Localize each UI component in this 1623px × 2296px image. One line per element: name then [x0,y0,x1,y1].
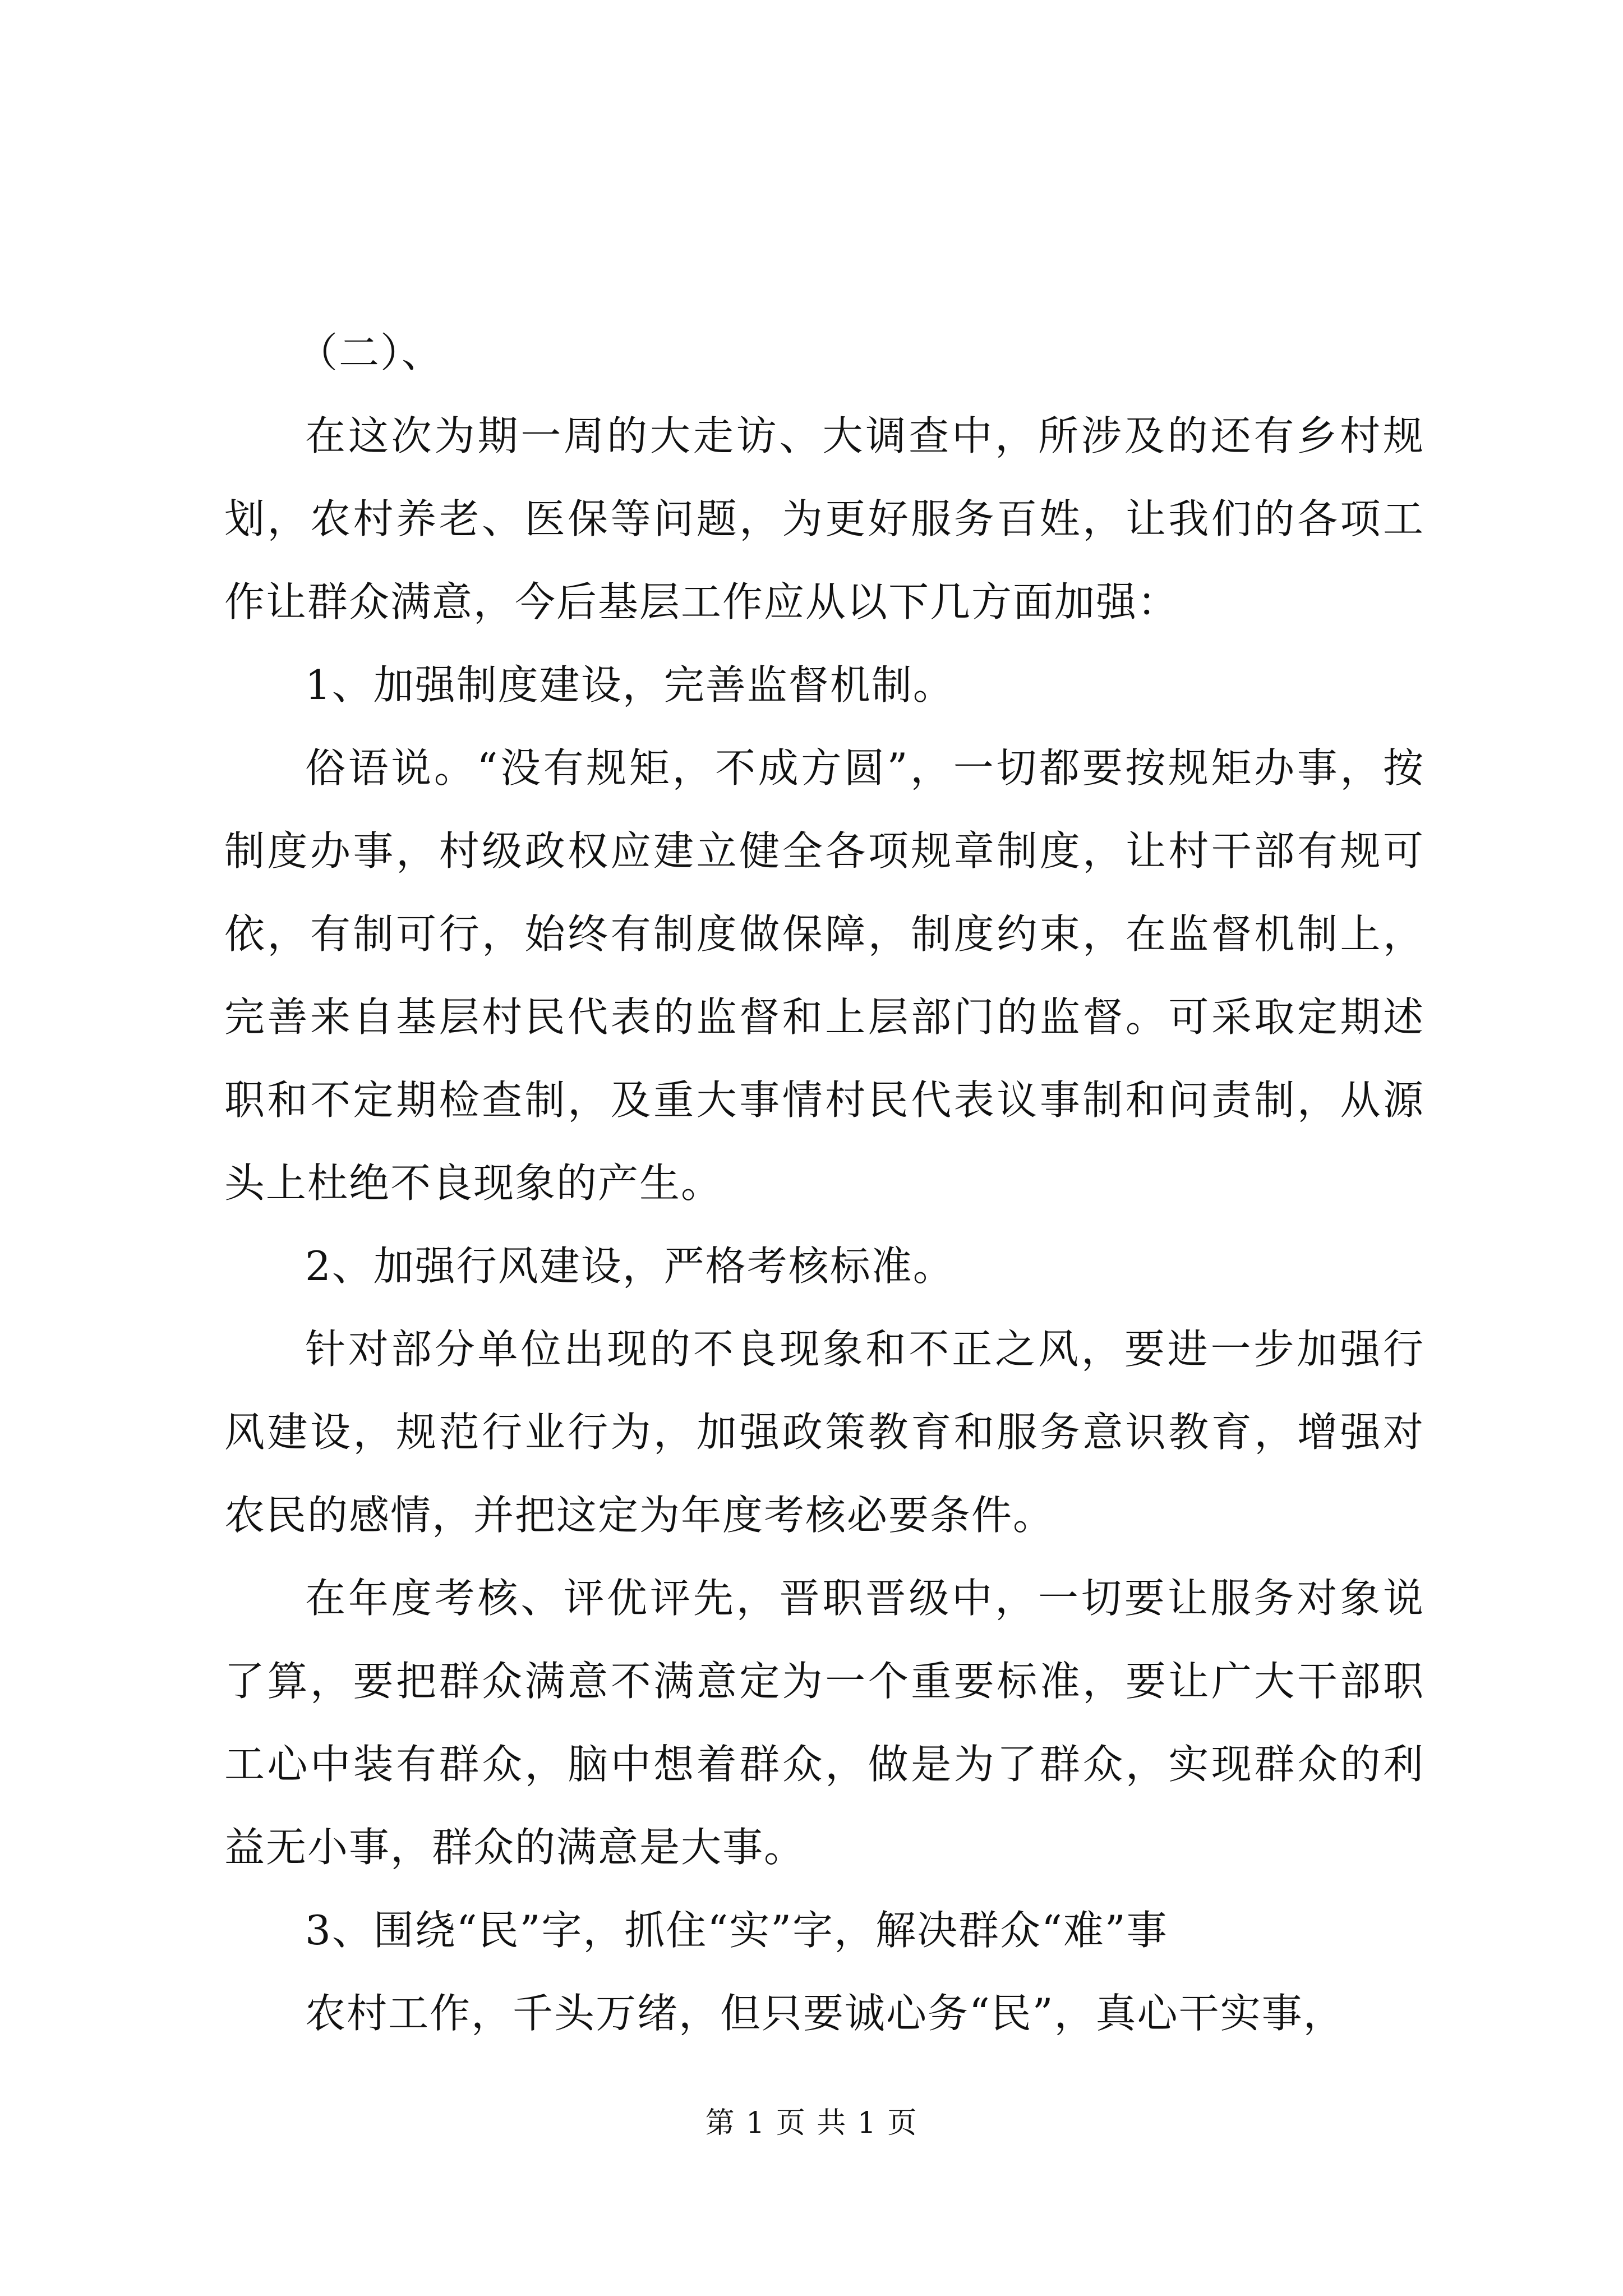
body-paragraph: 俗语说。“没有规矩，不成方圆”，一切都要按规矩办事，按制度办事，村级政权应建立健全各项规章制度，让村干部有规可依，有制可行，始终有制度做保障，制度约束，在监督机制上，完善来自基层村民代表的监督和上层部门的监督。可采取定期述职和不定期检查制，及重大事情村民代表议事制和问责制，从源头上杜绝不良现象的产生。 [224,744,1424,1207]
page-number-footer: 第 1 页 共 1 页 [705,2106,918,2140]
document-body [224,311,1424,2055]
body-paragraph: 农村工作，千头万绪，但只要诚心务“民”，真心干实事， [305,1990,1345,2037]
subheading-paragraph: 3、围绕“民”字，抓住“实”字，解决群众“难”事 [305,1907,1168,1954]
body-paragraph: 在年度考核、评优评先，晋职晋级中，一切要让服务对象说了算，要把群众满意不满意定为一个重要标准，要让广大干部职工心中装有群众，脑中想着群众，做是为了群众，实现群众的利益无小事，群众的满意是大事。 [224,1575,1424,1871]
body-paragraph: 针对部分单位出现的不良现象和不正之风，要进一步加强行风建设，规范行业行为，加强政策教育和服务意识教育，增强对农民的感情，并把这定为年度考核必要条件。 [224,1326,1424,1539]
section-heading: （二）、 [297,329,444,376]
subheading-paragraph: 2、加强行风建设，严格考核标准。 [305,1243,955,1290]
body-paragraph: 在这次为期一周的大走访、大调查中，所涉及的还有乡村规划，农村养老、医保等问题，为更好服务百姓，让我们的各项工作让群众满意，今后基层工作应从以下几方面加强： [224,412,1424,625]
subheading-paragraph: 1、加强制度建设，完善监督机制。 [305,661,955,708]
